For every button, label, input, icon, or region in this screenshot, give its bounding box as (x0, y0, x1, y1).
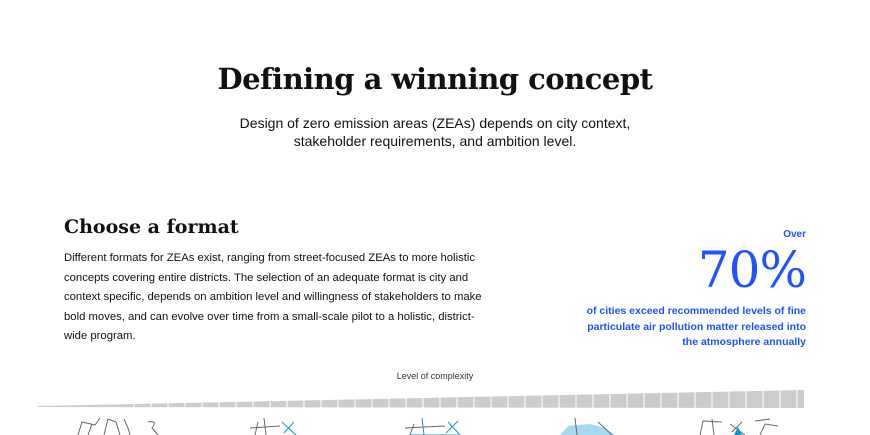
street-network-icon (405, 418, 460, 435)
complexity-wedge (38, 388, 810, 408)
section-heading: Choose a format (64, 216, 239, 238)
stat-value: 70% (697, 241, 806, 299)
stat-prefix: Over (783, 229, 806, 240)
city-wide-icon (700, 419, 778, 435)
page-subtitle: Design of zero emission areas (ZEAs) depends on city context, stakeholder requirements, and ambition level. (239, 115, 631, 149)
page-title: Defining a winning concept (217, 62, 653, 96)
stat-description: of cities exceed recommended levels of fine particulate air pollution matter released into the atmosphere annually (586, 305, 806, 348)
street-segment-icon (250, 418, 296, 435)
street-map-icon (78, 418, 158, 435)
complexity-label: Level of complexity (396, 371, 474, 381)
district-area-icon (560, 418, 615, 435)
format-icons (0, 416, 870, 435)
section-body: Different formats for ZEAs exist, ranging from street-focused ZEAs to more holistic concepts covering entire districts. The selection of an adequate format is city and context specific, depends on ambition level and willingness of stakeholders to make bold moves, and can evolve over time from a small-scale pilot to a holistic, district-wide program. (64, 252, 482, 343)
stat-callout (576, 229, 806, 351)
